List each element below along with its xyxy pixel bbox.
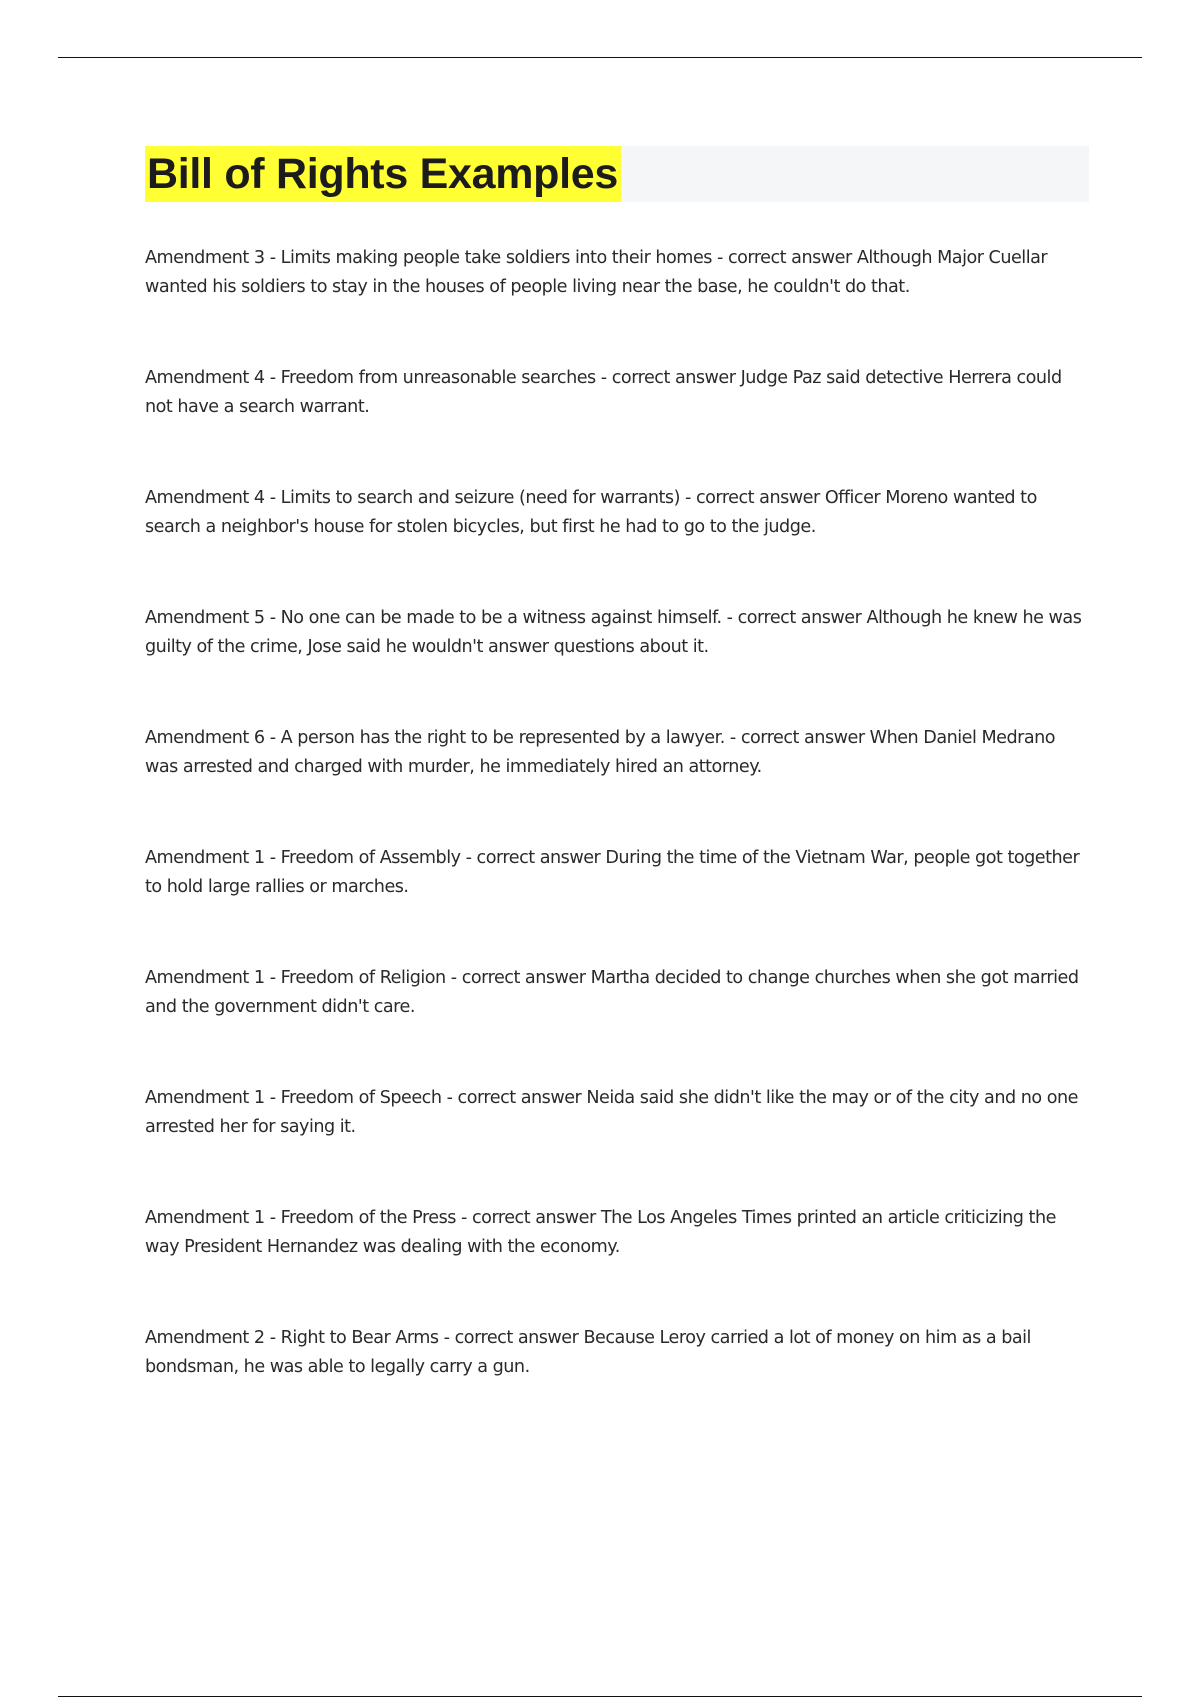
- qa-item-7: [145, 964, 1090, 1084]
- qa-item-5: [145, 724, 1090, 844]
- qa-prompt: Amendment 6 - A person has the right to be represented by a lawyer.: [145, 728, 725, 748]
- qa-answer: Officer Moreno wanted to search a neighbor's house for stolen bicycles, but first he had to go to the judge.: [145, 488, 1037, 537]
- qa-answer: Because Leroy carried a lot of money on him as a bail bondsman, he was able to legally carry a gun.: [145, 1328, 1031, 1377]
- qa-prompt: Amendment 4 - Freedom from unreasonable searches: [145, 368, 596, 388]
- qa-text: [145, 364, 1090, 422]
- qa-item-8: [145, 1084, 1090, 1204]
- bottom-rule: [58, 1696, 1142, 1697]
- qa-text: [145, 1324, 1090, 1382]
- qa-text: [145, 244, 1090, 302]
- title-band: [145, 146, 1089, 202]
- qa-answer: When Daniel Medrano was arrested and charged with murder, he immediately hired an attorney.: [145, 728, 1056, 777]
- qa-text: [145, 1084, 1090, 1142]
- qa-text: [145, 964, 1090, 1022]
- qa-prompt: Amendment 2 - Right to Bear Arms: [145, 1328, 439, 1348]
- qa-item-6: [145, 844, 1090, 964]
- qa-item-3: [145, 484, 1090, 604]
- qa-separator: - correct answer: [441, 1088, 587, 1108]
- qa-text: [145, 604, 1090, 662]
- qa-prompt: Amendment 4 - Limits to search and seizure (need for warrants): [145, 488, 680, 508]
- qa-separator: - correct answer: [721, 608, 867, 628]
- qa-prompt: Amendment 5 - No one can be made to be a witness against himself.: [145, 608, 722, 628]
- qa-item-2: [145, 364, 1090, 484]
- qa-text: [145, 844, 1090, 902]
- qa-separator: - correct answer: [445, 968, 591, 988]
- qa-answer: Martha decided to change churches when she got married and the government didn't care.: [145, 968, 1079, 1017]
- qa-answer: During the time of the Vietnam War, people got together to hold large rallies or marches.: [145, 848, 1080, 897]
- qa-separator: - correct answer: [724, 728, 870, 748]
- qa-prompt: Amendment 1 - Freedom of Speech: [145, 1088, 442, 1108]
- qa-answer: The Los Angeles Times printed an article criticizing the way President Hernandez was dealing with the economy.: [145, 1208, 1056, 1257]
- qa-prompt: Amendment 1 - Freedom of the Press: [145, 1208, 456, 1228]
- qa-item-1: [145, 244, 1090, 364]
- qa-item-10: [145, 1324, 1090, 1444]
- qa-answer: Neida said she didn't like the may or of the city and no one arrested her for saying it.: [145, 1088, 1078, 1137]
- qa-list: [145, 244, 1090, 1444]
- qa-text: [145, 484, 1090, 542]
- qa-item-9: [145, 1204, 1090, 1324]
- qa-text: [145, 724, 1090, 782]
- qa-answer: Although Major Cuellar wanted his soldiers to stay in the houses of people living near the base, he couldn't do that.: [145, 248, 1048, 297]
- qa-separator: - correct answer: [595, 368, 741, 388]
- qa-text: [145, 1204, 1090, 1262]
- qa-separator: - correct answer: [679, 488, 825, 508]
- qa-item-4: [145, 604, 1090, 724]
- qa-separator: - correct answer: [438, 1328, 584, 1348]
- qa-answer: Judge Paz said detective Herrera could not have a search warrant.: [145, 368, 1062, 417]
- top-rule: [58, 57, 1142, 58]
- qa-separator: - correct answer: [711, 248, 857, 268]
- qa-prompt: Amendment 1 - Freedom of Religion: [145, 968, 446, 988]
- qa-answer: Although he knew he was guilty of the crime, Jose said he wouldn't answer questions about it.: [145, 608, 1082, 657]
- qa-prompt: Amendment 3 - Limits making people take soldiers into their homes: [145, 248, 712, 268]
- page-title: Bill of Rights Examples: [145, 146, 621, 202]
- qa-separator: - correct answer: [455, 1208, 601, 1228]
- qa-separator: - correct answer: [460, 848, 606, 868]
- qa-prompt: Amendment 1 - Freedom of Assembly: [145, 848, 461, 868]
